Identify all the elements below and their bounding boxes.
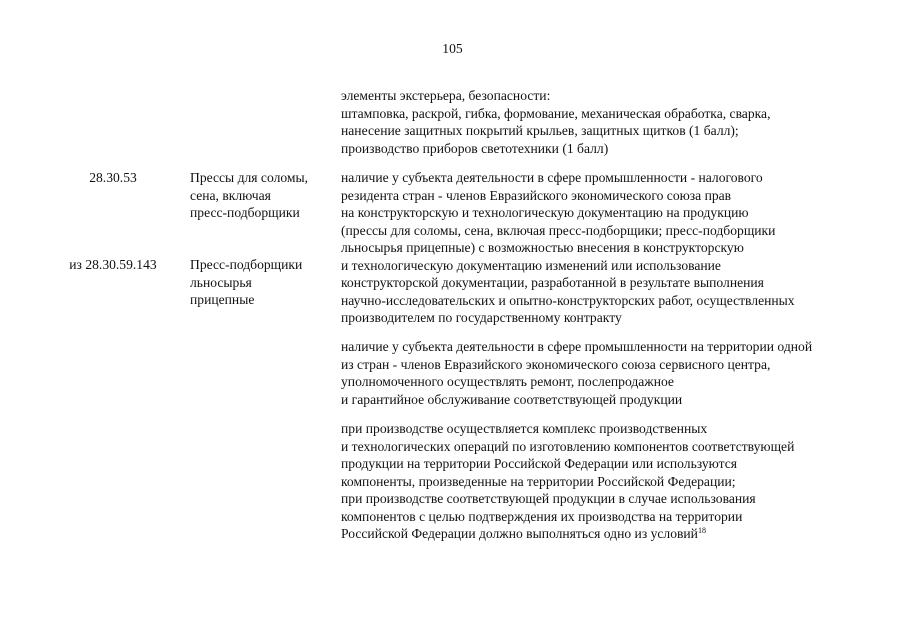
text-line: и технологическую документацию изменений или использование <box>341 257 721 273</box>
text-line: конструкторской документации, разработанной в результате выполнения <box>341 275 764 290</box>
text-line: пресс-подборщики <box>190 205 300 220</box>
text-line: научно-исследовательских и опытно-конструкторских работ, осуществленных <box>341 292 795 308</box>
text-fragment: Российской Федерации должно выполняться одно из условий <box>341 526 698 541</box>
text-line: элементы экстерьера, безопасности: <box>341 88 551 103</box>
text-line: прицепные <box>190 292 255 307</box>
product-name <box>190 256 335 309</box>
text-line: продукции на территории Российской Федерации или используются <box>341 456 738 471</box>
text-line: (прессы для соломы, сена, включая пресс-подборщики; пресс-подборщики <box>341 222 776 238</box>
text-line: компоненты, произведенные на территории Российской Федерации; <box>341 473 736 489</box>
requirement-paragraph <box>341 338 881 408</box>
text-line: резидента стран - членов Евразийского экономического союза прав <box>341 187 732 203</box>
text-line: льносырья прицепные) с возможностью внесения в конструкторскую <box>341 240 744 255</box>
text-line: Прессы для соломы, <box>190 170 309 185</box>
text-line: наличие у субъекта деятельности в сфере промышленности на территории одной <box>341 339 813 354</box>
requirement-paragraph <box>341 420 881 543</box>
text-line: производителем по государственному контракту <box>341 310 622 325</box>
text-line: сена, включая <box>190 187 271 203</box>
text-line: при производстве осуществляется комплекс производственных <box>341 421 708 436</box>
text-line: компонентов с целью подтверждения их производства на территории <box>341 508 743 524</box>
footnote-marker: 18 <box>697 526 706 535</box>
text-line: при производстве соответствующей продукции в случае использования <box>341 491 756 506</box>
text-line: и технологических операций по изготовлению компонентов соответствующей <box>341 438 795 454</box>
text-line: Пресс-подборщики <box>190 257 303 272</box>
text-line: уполномоченного осуществлять ремонт, послепродажное <box>341 374 674 389</box>
requirement-paragraph <box>341 169 881 327</box>
text-line: из стран - членов Евразийского экономического союза сервисного центра, <box>341 356 771 372</box>
product-name <box>190 169 335 222</box>
page-number: 105 <box>442 41 463 56</box>
text-line: штамповка, раскрой, гибка, формование, механическая обработка, сварка, <box>341 105 771 121</box>
text-line: и гарантийное обслуживание соответствующей продукции <box>341 391 683 407</box>
text-line: нанесение защитных покрытий крыльев, защитных щитков (1 балл); <box>341 123 739 138</box>
product-code: 28.30.53 <box>89 170 137 185</box>
continuation-text <box>341 87 881 157</box>
text-line: производство приборов светотехники (1 балл) <box>341 140 609 156</box>
product-code: из 28.30.59.143 <box>69 257 157 272</box>
text-line: наличие у субъекта деятельности в сфере промышленности - налогового <box>341 170 763 185</box>
text-line: на конструкторскую и технологическую документацию на продукцию <box>341 205 749 220</box>
text-line <box>341 525 881 543</box>
text-line: льносырья <box>190 274 252 290</box>
